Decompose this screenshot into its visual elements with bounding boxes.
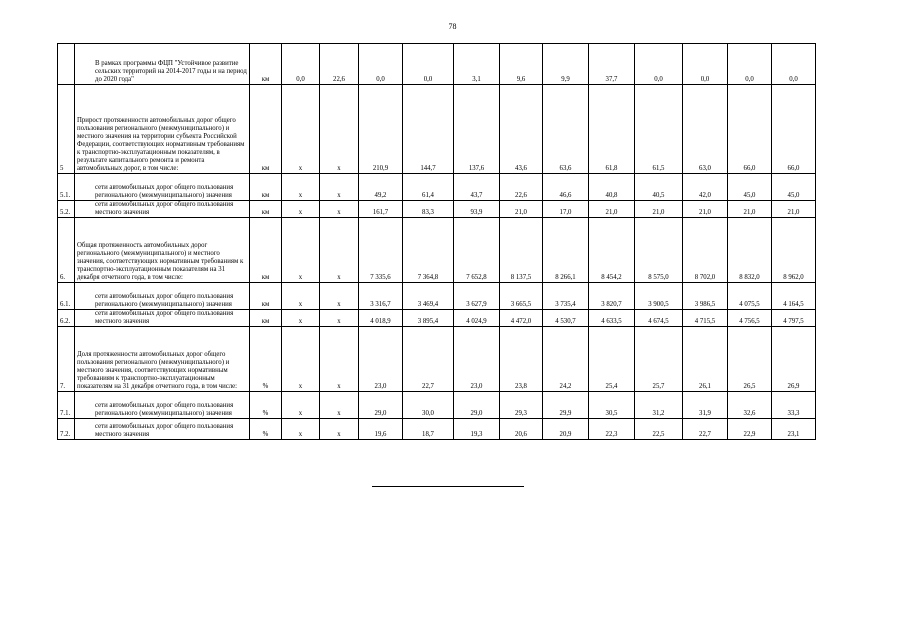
value-cell: х: [282, 283, 320, 310]
indicator-name: Доля протяженности автомобильных дорог общего пользования регионального (межмуниципального) и местного значения, соответствующих нормативным требованиям к транспортно-эксплуатационным показателям на 31 декабря отчетного года, в том числе:: [75, 327, 250, 392]
value-cell: 22,6: [500, 174, 543, 201]
value-cell: 3 735,4: [543, 283, 589, 310]
value-cell: 31,9: [683, 392, 728, 419]
value-cell: 4 797,5: [772, 310, 816, 327]
value-cell: 21,0: [500, 201, 543, 218]
value-cell: 43,6: [500, 85, 543, 174]
value-cell: 21,0: [589, 201, 635, 218]
value-cell: 21,0: [772, 201, 816, 218]
unit-cell: км: [250, 283, 282, 310]
table-row: [58, 327, 861, 392]
indicator-name: Прирост протяженности автомобильных дорог общего пользования регионального (межмуниципального) и местного значения на территории субъекта Российской Федерации, соответствующих нормативным требованиям к транспортно-эксплуатационным показателям, в результате капитального ремонта и ремонта автомобильных дорог, в том числе:: [75, 85, 250, 174]
value-cell: 4 756,5: [728, 310, 772, 327]
value-cell: 43,7: [454, 174, 500, 201]
value-cell: 42,0: [683, 174, 728, 201]
unit-cell: км: [250, 310, 282, 327]
table-row: [58, 201, 861, 218]
footnote-rule: [372, 486, 524, 487]
value-cell: 26,5: [728, 327, 772, 392]
value-cell: х: [282, 85, 320, 174]
value-cell: 21,0: [635, 201, 683, 218]
table-row: [58, 310, 861, 327]
row-number: 6.: [58, 218, 75, 283]
value-cell: 19,6: [359, 419, 403, 440]
value-cell: 23,8: [500, 327, 543, 392]
value-cell: 22,6: [320, 44, 359, 85]
value-cell: 66,0: [772, 85, 816, 174]
unit-cell: км: [250, 174, 282, 201]
value-cell: 20,6: [500, 419, 543, 440]
indicator-name: сети автомобильных дорог общего пользования регионального (межмуниципального) значения: [75, 392, 250, 419]
value-cell: х: [282, 218, 320, 283]
unit-cell: км: [250, 218, 282, 283]
value-cell: 3 900,5: [635, 283, 683, 310]
value-cell: 3 627,9: [454, 283, 500, 310]
value-cell: 49,2: [359, 174, 403, 201]
unit-cell: %: [250, 327, 282, 392]
value-cell: 3 895,4: [403, 310, 454, 327]
value-cell: 0,0: [359, 44, 403, 85]
value-cell: 144,7: [403, 85, 454, 174]
page-number: 78: [448, 22, 457, 31]
value-cell: х: [320, 392, 359, 419]
value-cell: 63,6: [543, 85, 589, 174]
row-number: 7.1.: [58, 392, 75, 419]
value-cell: 9,9: [543, 44, 589, 85]
value-cell: 7 364,8: [403, 218, 454, 283]
value-cell: 17,0: [543, 201, 589, 218]
value-cell: х: [282, 419, 320, 440]
value-cell: 20,9: [543, 419, 589, 440]
value-cell: 83,3: [403, 201, 454, 218]
value-cell: 4 530,7: [543, 310, 589, 327]
table-row: [58, 283, 861, 310]
value-cell: 4 674,5: [635, 310, 683, 327]
value-cell: 23,1: [772, 419, 816, 440]
value-cell: 4 633,5: [589, 310, 635, 327]
table-row: [58, 218, 861, 283]
value-cell: х: [320, 174, 359, 201]
value-cell: 4 715,5: [683, 310, 728, 327]
table-row: [58, 392, 861, 419]
value-cell: 4 075,5: [728, 283, 772, 310]
value-cell: 9,6: [500, 44, 543, 85]
row-number: 6.1.: [58, 283, 75, 310]
value-cell: 21,0: [728, 201, 772, 218]
unit-cell: км: [250, 44, 282, 85]
value-cell: 3 820,7: [589, 283, 635, 310]
indicator-name: сети автомобильных дорог общего пользования местного значения: [75, 201, 250, 218]
value-cell: 0,0: [683, 44, 728, 85]
value-cell: 3,1: [454, 44, 500, 85]
value-cell: 93,9: [454, 201, 500, 218]
value-cell: 46,6: [543, 174, 589, 201]
value-cell: 29,0: [359, 392, 403, 419]
value-cell: 161,7: [359, 201, 403, 218]
value-cell: 7 652,8: [454, 218, 500, 283]
value-cell: 8 962,0: [772, 218, 816, 283]
table-row: [58, 419, 861, 440]
value-cell: 3 469,4: [403, 283, 454, 310]
indicator-name: сети автомобильных дорог общего пользования регионального (межмуниципального) значения: [75, 283, 250, 310]
value-cell: 22,3: [589, 419, 635, 440]
value-cell: 210,9: [359, 85, 403, 174]
value-cell: 4 018,9: [359, 310, 403, 327]
value-cell: 31,2: [635, 392, 683, 419]
unit-cell: км: [250, 85, 282, 174]
row-number: [58, 44, 75, 85]
indicator-name: В рамках программы ФЦП "Устойчивое развитие сельских территорий на 2014-2017 годы и на период до 2020 года": [75, 44, 250, 85]
value-cell: 0,0: [403, 44, 454, 85]
value-cell: 26,1: [683, 327, 728, 392]
value-cell: х: [282, 327, 320, 392]
value-cell: 8 454,2: [589, 218, 635, 283]
value-cell: 61,4: [403, 174, 454, 201]
row-number: 7.2.: [58, 419, 75, 440]
indicator-name: Общая протяженность автомобильных дорог регионального (межмуниципального) и местного значения, соответствующих нормативным требованиям к транспортно-эксплуатационным показателям на 31 декабря отчетного года, в том числе:: [75, 218, 250, 283]
value-cell: 25,4: [589, 327, 635, 392]
table-body: [58, 44, 861, 440]
value-cell: 29,9: [543, 392, 589, 419]
indicator-name: сети автомобильных дорог общего пользования регионального (межмуниципального) значения: [75, 174, 250, 201]
value-cell: х: [282, 310, 320, 327]
value-cell: 7 335,6: [359, 218, 403, 283]
value-cell: 4 024,9: [454, 310, 500, 327]
value-cell: 4 164,5: [772, 283, 816, 310]
value-cell: 0,0: [635, 44, 683, 85]
value-cell: 40,5: [635, 174, 683, 201]
value-cell: 61,5: [635, 85, 683, 174]
unit-cell: км: [250, 201, 282, 218]
value-cell: 8 702,0: [683, 218, 728, 283]
value-cell: 8 575,0: [635, 218, 683, 283]
value-cell: 24,2: [543, 327, 589, 392]
value-cell: 18,7: [403, 419, 454, 440]
table-row: [58, 174, 861, 201]
row-number: 7.: [58, 327, 75, 392]
value-cell: 32,6: [728, 392, 772, 419]
value-cell: 8 137,5: [500, 218, 543, 283]
value-cell: 23,0: [359, 327, 403, 392]
value-cell: 66,0: [728, 85, 772, 174]
value-cell: 22,7: [403, 327, 454, 392]
indicator-name: сети автомобильных дорог общего пользования местного значения: [75, 419, 250, 440]
value-cell: 3 316,7: [359, 283, 403, 310]
value-cell: 3 665,5: [500, 283, 543, 310]
value-cell: 30,0: [403, 392, 454, 419]
value-cell: 22,7: [683, 419, 728, 440]
value-cell: 29,3: [500, 392, 543, 419]
value-cell: 137,6: [454, 85, 500, 174]
indicator-name: сети автомобильных дорог общего пользования местного значения: [75, 310, 250, 327]
value-cell: 0,0: [728, 44, 772, 85]
value-cell: х: [320, 283, 359, 310]
value-cell: 45,0: [728, 174, 772, 201]
value-cell: 22,5: [635, 419, 683, 440]
value-cell: х: [282, 392, 320, 419]
value-cell: 8 832,0: [728, 218, 772, 283]
value-cell: 8 266,1: [543, 218, 589, 283]
unit-cell: %: [250, 392, 282, 419]
row-number: 5.2.: [58, 201, 75, 218]
unit-cell: %: [250, 419, 282, 440]
value-cell: 29,0: [454, 392, 500, 419]
value-cell: 37,7: [589, 44, 635, 85]
value-cell: 4 472,0: [500, 310, 543, 327]
row-number: 6.2.: [58, 310, 75, 327]
value-cell: 33,3: [772, 392, 816, 419]
value-cell: 30,5: [589, 392, 635, 419]
value-cell: х: [282, 174, 320, 201]
value-cell: 23,0: [454, 327, 500, 392]
value-cell: х: [320, 85, 359, 174]
value-cell: 19,3: [454, 419, 500, 440]
row-number: 5: [58, 85, 75, 174]
value-cell: 40,8: [589, 174, 635, 201]
value-cell: 22,9: [728, 419, 772, 440]
row-number: 5.1.: [58, 174, 75, 201]
value-cell: 3 986,5: [683, 283, 728, 310]
value-cell: х: [320, 419, 359, 440]
value-cell: 61,8: [589, 85, 635, 174]
value-cell: х: [320, 218, 359, 283]
value-cell: 63,0: [683, 85, 728, 174]
value-cell: 45,0: [772, 174, 816, 201]
value-cell: х: [282, 201, 320, 218]
value-cell: х: [320, 201, 359, 218]
value-cell: 25,7: [635, 327, 683, 392]
value-cell: 21,0: [683, 201, 728, 218]
value-cell: 0,0: [282, 44, 320, 85]
value-cell: х: [320, 327, 359, 392]
table-row: [58, 44, 861, 85]
value-cell: х: [320, 310, 359, 327]
indicators-table: [57, 43, 861, 440]
value-cell: 0,0: [772, 44, 816, 85]
table-row: [58, 85, 861, 174]
value-cell: 26,9: [772, 327, 816, 392]
